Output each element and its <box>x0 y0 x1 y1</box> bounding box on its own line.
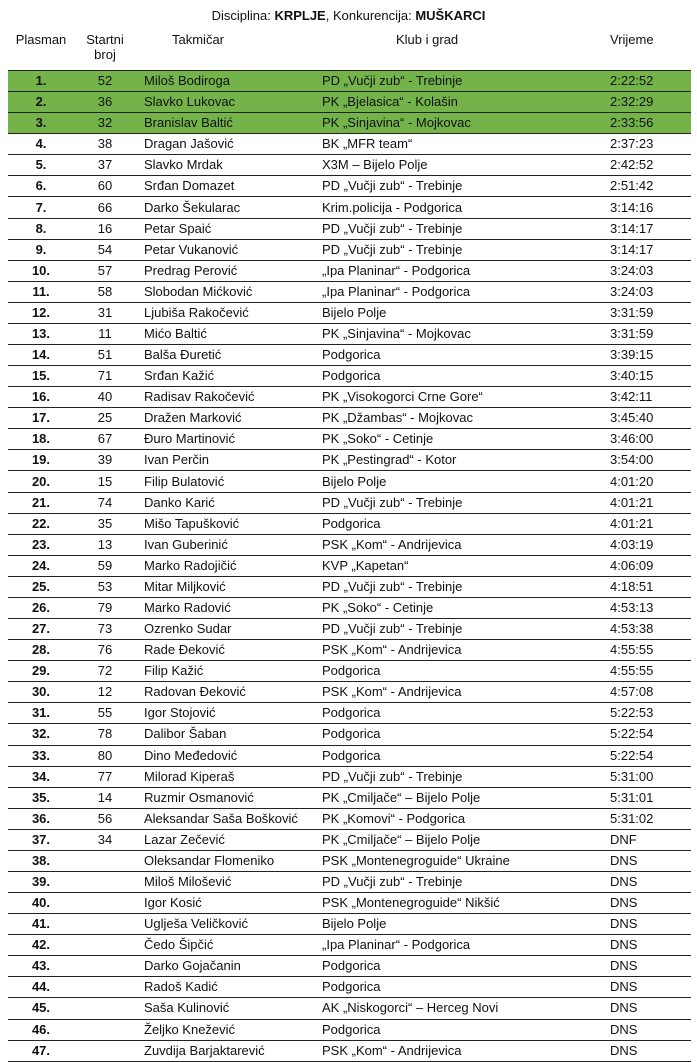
club-cell: PD „Vučji zub“ - Trebinje <box>312 218 602 239</box>
bib-cell: 54 <box>74 239 136 260</box>
time-cell: DNS <box>602 871 691 892</box>
bib-cell <box>74 998 136 1019</box>
time-cell: DNS <box>602 1019 691 1040</box>
bib-cell: 58 <box>74 281 136 302</box>
club-cell: Podgorica <box>312 1019 602 1040</box>
table-row <box>8 682 691 703</box>
club-cell: PK „Pestingrad“ - Kotor <box>312 450 602 471</box>
club-cell: „Ipa Planinar“ - Podgorica <box>312 281 602 302</box>
name-cell: Rade Đeković <box>136 640 312 661</box>
bib-cell <box>74 977 136 998</box>
name-cell: Radoš Kadić <box>136 977 312 998</box>
time-cell: DNS <box>602 956 691 977</box>
name-cell: Darko Šekularac <box>136 197 312 218</box>
name-cell: Mitar Miljković <box>136 576 312 597</box>
results-table <box>8 32 691 1062</box>
name-cell: Filip Bulatović <box>136 471 312 492</box>
place-cell: 7. <box>8 197 74 218</box>
table-row <box>8 471 691 492</box>
table-row <box>8 239 691 260</box>
club-cell: PK „Bjelasica“ - Kolašin <box>312 92 602 113</box>
time-cell: 5:31:02 <box>602 808 691 829</box>
place-cell: 12. <box>8 302 74 323</box>
club-cell: Bijelo Polje <box>312 471 602 492</box>
name-cell: Miloš Bodiroga <box>136 71 312 92</box>
bib-cell: 77 <box>74 766 136 787</box>
bib-cell: 66 <box>74 197 136 218</box>
club-cell: PSK „Kom“ - Andrijevica <box>312 682 602 703</box>
place-cell: 31. <box>8 703 74 724</box>
table-row <box>8 1040 691 1061</box>
place-cell: 37. <box>8 829 74 850</box>
time-cell: 3:45:40 <box>602 408 691 429</box>
club-cell: PK „Visokogorci Crne Gore“ <box>312 387 602 408</box>
club-cell: PK „Cmiljače“ – Bijelo Polje <box>312 787 602 808</box>
place-cell: 15. <box>8 366 74 387</box>
table-row <box>8 492 691 513</box>
table-row <box>8 71 691 92</box>
bib-cell: 60 <box>74 176 136 197</box>
place-cell: 38. <box>8 850 74 871</box>
place-cell: 17. <box>8 408 74 429</box>
table-row <box>8 871 691 892</box>
name-cell: Balša Đuretić <box>136 345 312 366</box>
bib-cell: 78 <box>74 724 136 745</box>
club-cell: Krim.policija - Podgorica <box>312 197 602 218</box>
time-cell: 5:31:01 <box>602 787 691 808</box>
place-cell: 3. <box>8 113 74 134</box>
place-cell: 47. <box>8 1040 74 1061</box>
table-row <box>8 829 691 850</box>
club-cell: Podgorica <box>312 513 602 534</box>
time-cell: 4:06:09 <box>602 555 691 576</box>
name-cell: Miloš Milošević <box>136 871 312 892</box>
bib-cell: 76 <box>74 640 136 661</box>
place-cell: 11. <box>8 281 74 302</box>
table-row <box>8 703 691 724</box>
name-cell: Ljubiša Rakočević <box>136 302 312 323</box>
bib-cell: 16 <box>74 218 136 239</box>
place-cell: 44. <box>8 977 74 998</box>
table-row <box>8 597 691 618</box>
club-cell: PSK „Kom“ - Andrijevica <box>312 640 602 661</box>
club-cell: Bijelo Polje <box>312 302 602 323</box>
table-row <box>8 260 691 281</box>
club-cell: PSK „Kom“ - Andrijevica <box>312 534 602 555</box>
bib-cell: 72 <box>74 661 136 682</box>
place-cell: 19. <box>8 450 74 471</box>
place-cell: 43. <box>8 956 74 977</box>
club-cell: PK „Soko“ - Cetinje <box>312 429 602 450</box>
table-row <box>8 745 691 766</box>
document-title <box>0 7 697 25</box>
time-cell: 3:24:03 <box>602 281 691 302</box>
bib-cell: 59 <box>74 555 136 576</box>
table-row <box>8 513 691 534</box>
club-cell: Podgorica <box>312 345 602 366</box>
club-cell: PD „Vučji zub“ - Trebinje <box>312 766 602 787</box>
time-cell: 4:18:51 <box>602 576 691 597</box>
bib-cell: 37 <box>74 155 136 176</box>
place-cell: 14. <box>8 345 74 366</box>
club-cell: Podgorica <box>312 724 602 745</box>
club-cell: Podgorica <box>312 661 602 682</box>
place-cell: 28. <box>8 640 74 661</box>
place-cell: 16. <box>8 387 74 408</box>
table-row <box>8 766 691 787</box>
bib-cell: 73 <box>74 619 136 640</box>
name-cell: Oleksandar Flomeniko <box>136 850 312 871</box>
club-cell: „Ipa Planinar“ - Podgorica <box>312 935 602 956</box>
place-cell: 39. <box>8 871 74 892</box>
name-cell: Mićo Baltić <box>136 323 312 344</box>
club-cell: „Ipa Planinar“ - Podgorica <box>312 260 602 281</box>
name-cell: Mišo Tapušković <box>136 513 312 534</box>
place-cell: 2. <box>8 92 74 113</box>
bib-cell: 36 <box>74 92 136 113</box>
club-cell: PK „Sinjavina“ - Mojkovac <box>312 113 602 134</box>
table-row <box>8 323 691 344</box>
name-cell: Radovan Đeković <box>136 682 312 703</box>
club-cell: Podgorica <box>312 977 602 998</box>
bib-cell: 11 <box>74 323 136 344</box>
place-cell: 40. <box>8 893 74 914</box>
name-cell: Danko Karić <box>136 492 312 513</box>
time-cell: 5:22:54 <box>602 724 691 745</box>
table-row <box>8 176 691 197</box>
club-cell: Bijelo Polje <box>312 914 602 935</box>
table-row <box>8 935 691 956</box>
name-cell: Čedo Šipčić <box>136 935 312 956</box>
place-cell: 33. <box>8 745 74 766</box>
club-cell: PK „Soko“ - Cetinje <box>312 597 602 618</box>
name-cell: Petar Vukanović <box>136 239 312 260</box>
name-cell: Igor Stojović <box>136 703 312 724</box>
bib-cell: 32 <box>74 113 136 134</box>
bib-cell: 71 <box>74 366 136 387</box>
name-cell: Branislav Baltić <box>136 113 312 134</box>
table-row <box>8 345 691 366</box>
table-row <box>8 576 691 597</box>
time-cell: 2:51:42 <box>602 176 691 197</box>
bib-cell: 14 <box>74 787 136 808</box>
club-cell: PD „Vučji zub“ - Trebinje <box>312 871 602 892</box>
bib-cell: 15 <box>74 471 136 492</box>
table-row <box>8 724 691 745</box>
table-row <box>8 429 691 450</box>
place-cell: 41. <box>8 914 74 935</box>
time-cell: 2:22:52 <box>602 71 691 92</box>
place-cell: 27. <box>8 619 74 640</box>
club-cell: PK „Sinjavina“ - Mojkovac <box>312 323 602 344</box>
club-cell: PSK „Kom“ - Andrijevica <box>312 1040 602 1061</box>
table-row <box>8 998 691 1019</box>
time-cell: DNS <box>602 935 691 956</box>
place-cell: 4. <box>8 134 74 155</box>
place-cell: 30. <box>8 682 74 703</box>
place-cell: 9. <box>8 239 74 260</box>
place-cell: 36. <box>8 808 74 829</box>
table-row <box>8 134 691 155</box>
club-cell: Podgorica <box>312 956 602 977</box>
table-row <box>8 534 691 555</box>
bib-cell: 39 <box>74 450 136 471</box>
column-header-name: Takmičar <box>172 32 225 47</box>
bib-cell: 79 <box>74 597 136 618</box>
name-cell: Aleksandar Saša Bošković <box>136 808 312 829</box>
time-cell: 2:42:52 <box>602 155 691 176</box>
time-cell: 3:46:00 <box>602 429 691 450</box>
time-cell: 4:03:19 <box>602 534 691 555</box>
time-cell: 4:01:21 <box>602 492 691 513</box>
discipline-value: KRPLJE <box>274 8 326 23</box>
name-cell: Srđan Domazet <box>136 176 312 197</box>
bib-cell <box>74 914 136 935</box>
name-cell: Radisav Rakočević <box>136 387 312 408</box>
club-cell: Podgorica <box>312 703 602 724</box>
club-cell: PK „Džambas“ - Mojkovac <box>312 408 602 429</box>
bib-cell: 38 <box>74 134 136 155</box>
time-cell: 4:01:20 <box>602 471 691 492</box>
club-cell: PK „Cmiljače“ – Bijelo Polje <box>312 829 602 850</box>
time-cell: 3:14:17 <box>602 239 691 260</box>
table-row <box>8 893 691 914</box>
time-cell: 3:14:17 <box>602 218 691 239</box>
table-row <box>8 977 691 998</box>
name-cell: Slavko Lukovac <box>136 92 312 113</box>
column-header-time: Vrijeme <box>610 32 654 47</box>
place-cell: 45. <box>8 998 74 1019</box>
time-cell: 4:57:08 <box>602 682 691 703</box>
place-cell: 25. <box>8 576 74 597</box>
bib-cell: 51 <box>74 345 136 366</box>
name-cell: Darko Gojačanin <box>136 956 312 977</box>
competition-value: MUŠKARCI <box>415 8 486 23</box>
time-cell: 5:22:53 <box>602 703 691 724</box>
bib-cell <box>74 871 136 892</box>
table-row <box>8 302 691 323</box>
name-cell: Dino Međedović <box>136 745 312 766</box>
table-row <box>8 619 691 640</box>
time-cell: DNS <box>602 893 691 914</box>
time-cell: DNS <box>602 977 691 998</box>
name-cell: Igor Kosić <box>136 893 312 914</box>
name-cell: Slobodan Mićković <box>136 281 312 302</box>
table-row <box>8 555 691 576</box>
name-cell: Ruzmir Osmanović <box>136 787 312 808</box>
bib-cell: 25 <box>74 408 136 429</box>
time-cell: 2:37:23 <box>602 134 691 155</box>
club-cell: KVP „Kapetan“ <box>312 555 602 576</box>
name-cell: Uglješa Veličković <box>136 914 312 935</box>
table-row <box>8 197 691 218</box>
time-cell: 3:14:16 <box>602 197 691 218</box>
time-cell: DNS <box>602 850 691 871</box>
place-cell: 46. <box>8 1019 74 1040</box>
table-row <box>8 450 691 471</box>
competition-label: , Konkurencija: <box>325 8 416 23</box>
table-row <box>8 787 691 808</box>
name-cell: Zuvdija Barjaktarević <box>136 1040 312 1061</box>
club-cell: PSK „Montenegroguide“ Ukraine <box>312 850 602 871</box>
club-cell: PSK „Montenegroguide“ Nikšić <box>312 893 602 914</box>
time-cell: 5:31:00 <box>602 766 691 787</box>
place-cell: 10. <box>8 260 74 281</box>
name-cell: Lazar Zečević <box>136 829 312 850</box>
name-cell: Predrag Perović <box>136 260 312 281</box>
name-cell: Dražen Marković <box>136 408 312 429</box>
club-cell: PD „Vučji zub“ - Trebinje <box>312 576 602 597</box>
results-body <box>8 71 691 1062</box>
discipline-label: Disciplina: <box>211 8 275 23</box>
name-cell: Petar Spaić <box>136 218 312 239</box>
name-cell: Dalibor Šaban <box>136 724 312 745</box>
place-cell: 32. <box>8 724 74 745</box>
column-header-club: Klub i grad <box>396 32 459 47</box>
time-cell: 4:55:55 <box>602 640 691 661</box>
name-cell: Ozrenko Sudar <box>136 619 312 640</box>
time-cell: 3:31:59 <box>602 323 691 344</box>
place-cell: 22. <box>8 513 74 534</box>
time-cell: 3:39:15 <box>602 345 691 366</box>
club-cell: BK „MFR team“ <box>312 134 602 155</box>
time-cell: 5:22:54 <box>602 745 691 766</box>
time-cell: DNS <box>602 914 691 935</box>
bib-cell: 57 <box>74 260 136 281</box>
time-cell: 4:53:13 <box>602 597 691 618</box>
bib-cell: 52 <box>74 71 136 92</box>
name-cell: Srđan Kažić <box>136 366 312 387</box>
time-cell: 2:32:29 <box>602 92 691 113</box>
bib-cell: 40 <box>74 387 136 408</box>
bib-cell: 80 <box>74 745 136 766</box>
time-cell: 4:01:21 <box>602 513 691 534</box>
table-row <box>8 661 691 682</box>
bib-cell: 13 <box>74 534 136 555</box>
place-cell: 8. <box>8 218 74 239</box>
bib-cell: 74 <box>74 492 136 513</box>
table-row <box>8 914 691 935</box>
place-cell: 24. <box>8 555 74 576</box>
place-cell: 1. <box>8 71 74 92</box>
name-cell: Marko Radović <box>136 597 312 618</box>
club-cell: PD „Vučji zub“ - Trebinje <box>312 239 602 260</box>
name-cell: Milorad Kiperaš <box>136 766 312 787</box>
bib-cell: 53 <box>74 576 136 597</box>
bib-cell <box>74 1019 136 1040</box>
club-cell: PK „Komovi“ - Podgorica <box>312 808 602 829</box>
bib-cell: 35 <box>74 513 136 534</box>
place-cell: 29. <box>8 661 74 682</box>
table-row <box>8 387 691 408</box>
table-header-row <box>8 32 691 71</box>
club-cell: Podgorica <box>312 366 602 387</box>
name-cell: Dragan Jašović <box>136 134 312 155</box>
place-cell: 42. <box>8 935 74 956</box>
name-cell: Đuro Martinović <box>136 429 312 450</box>
table-row <box>8 408 691 429</box>
time-cell: 3:24:03 <box>602 260 691 281</box>
name-cell: Ivan Guberinić <box>136 534 312 555</box>
place-cell: 13. <box>8 323 74 344</box>
club-cell: PD „Vučji zub“ - Trebinje <box>312 619 602 640</box>
club-cell: AK „Niskogorci“ – Herceg Novi <box>312 998 602 1019</box>
club-cell: PD „Vučji zub“ - Trebinje <box>312 492 602 513</box>
bib-cell: 67 <box>74 429 136 450</box>
bib-cell: 12 <box>74 682 136 703</box>
table-row <box>8 92 691 113</box>
place-cell: 35. <box>8 787 74 808</box>
bib-cell: 55 <box>74 703 136 724</box>
name-cell: Slavko Mrdak <box>136 155 312 176</box>
table-row <box>8 640 691 661</box>
club-cell: PD „Vučji zub“ - Trebinje <box>312 176 602 197</box>
time-cell: DNS <box>602 1040 691 1061</box>
table-row <box>8 1019 691 1040</box>
time-cell: 2:33:56 <box>602 113 691 134</box>
time-cell: 4:55:55 <box>602 661 691 682</box>
column-header-bib: Startni broj <box>86 32 124 62</box>
table-row <box>8 956 691 977</box>
place-cell: 20. <box>8 471 74 492</box>
name-cell: Ivan Perčin <box>136 450 312 471</box>
time-cell: 4:53:38 <box>602 619 691 640</box>
table-row <box>8 113 691 134</box>
club-cell: X3M – Bijelo Polje <box>312 155 602 176</box>
table-row <box>8 850 691 871</box>
time-cell: 3:42:11 <box>602 387 691 408</box>
place-cell: 21. <box>8 492 74 513</box>
name-cell: Marko Radojičić <box>136 555 312 576</box>
bib-cell: 56 <box>74 808 136 829</box>
club-cell: PD „Vučji zub“ - Trebinje <box>312 71 602 92</box>
table-row <box>8 218 691 239</box>
bib-cell <box>74 893 136 914</box>
time-cell: DNS <box>602 998 691 1019</box>
club-cell: Podgorica <box>312 745 602 766</box>
time-cell: 3:31:59 <box>602 302 691 323</box>
time-cell: 3:54:00 <box>602 450 691 471</box>
name-cell: Željko Knežević <box>136 1019 312 1040</box>
table-row <box>8 808 691 829</box>
place-cell: 26. <box>8 597 74 618</box>
table-row <box>8 281 691 302</box>
name-cell: Filip Kažić <box>136 661 312 682</box>
bib-cell <box>74 1040 136 1061</box>
bib-cell <box>74 956 136 977</box>
place-cell: 18. <box>8 429 74 450</box>
place-cell: 23. <box>8 534 74 555</box>
column-header-place: Plasman <box>15 32 67 47</box>
place-cell: 5. <box>8 155 74 176</box>
time-cell: DNF <box>602 829 691 850</box>
place-cell: 6. <box>8 176 74 197</box>
bib-cell <box>74 850 136 871</box>
bib-cell <box>74 935 136 956</box>
bib-cell: 34 <box>74 829 136 850</box>
table-row <box>8 155 691 176</box>
bib-cell: 31 <box>74 302 136 323</box>
time-cell: 3:40:15 <box>602 366 691 387</box>
name-cell: Saša Kulinović <box>136 998 312 1019</box>
table-row <box>8 366 691 387</box>
place-cell: 34. <box>8 766 74 787</box>
